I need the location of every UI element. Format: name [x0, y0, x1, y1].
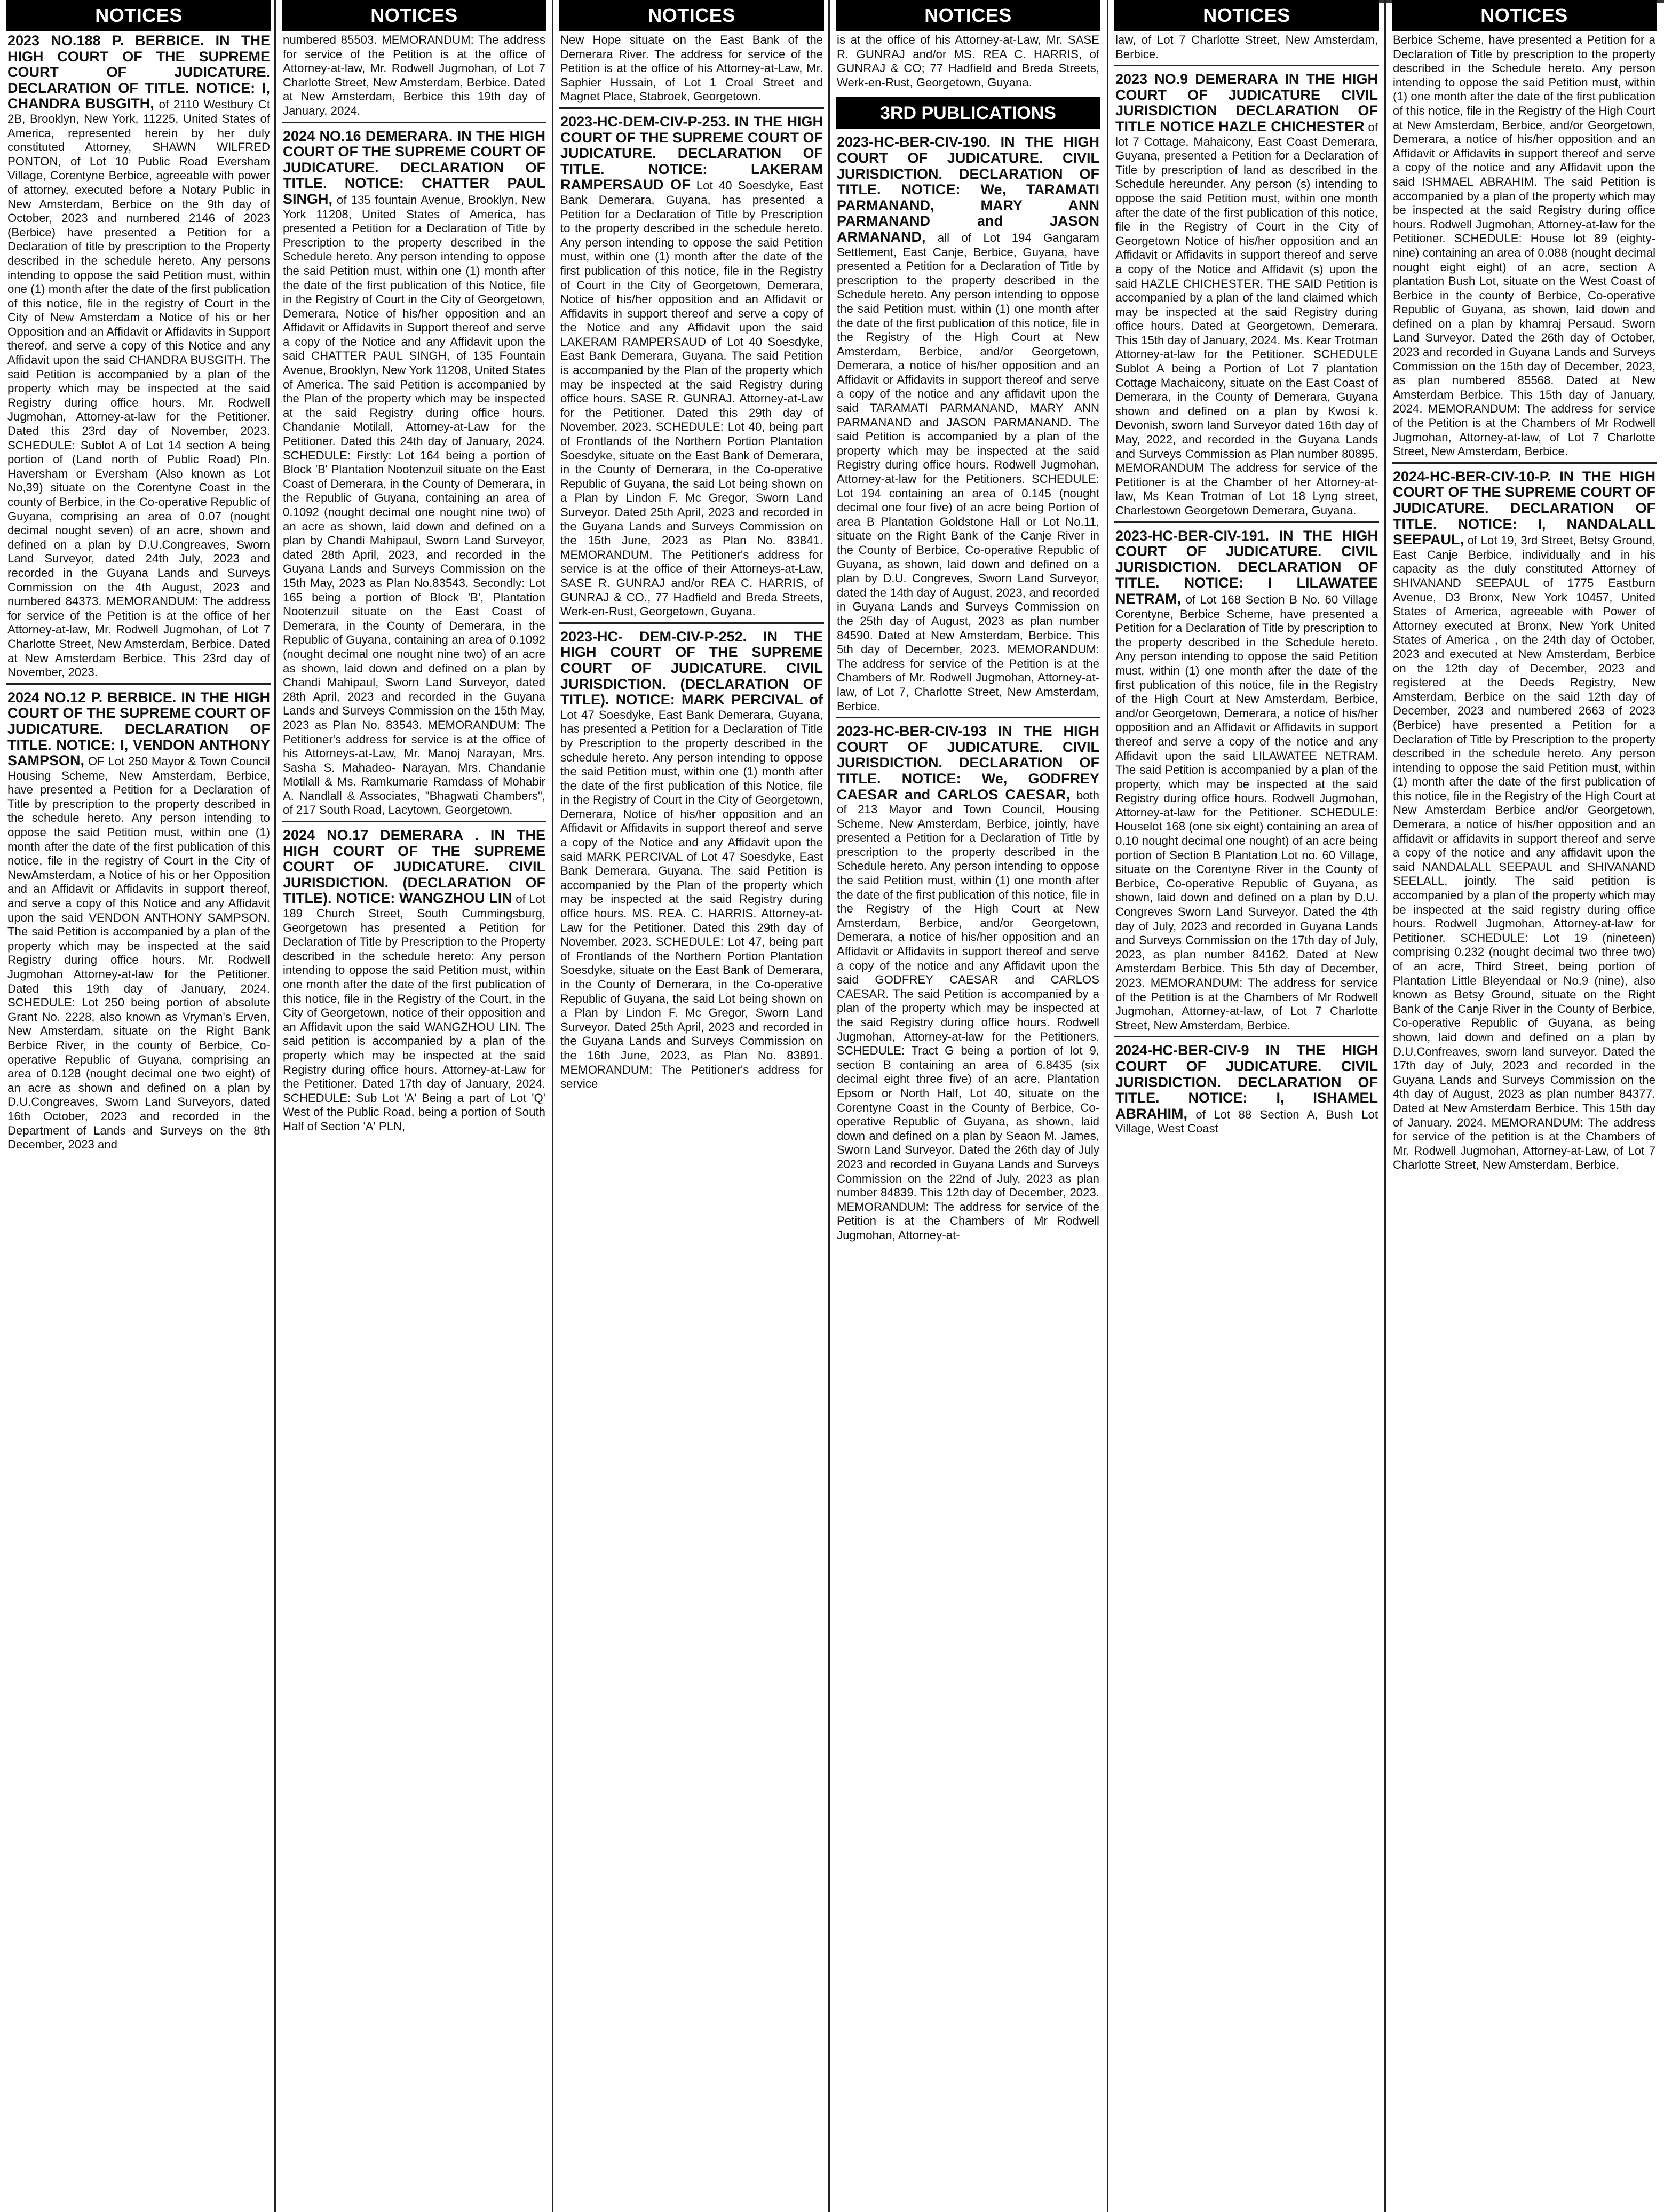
notice-ber-civ-190	[836, 132, 1100, 718]
notice-continued	[559, 31, 824, 109]
notice-title: 2023 NO.9 DEMERARA IN THE HIGH COURT OF JUDICATURE CIVIL JURISDICTION DECLARATION OF TITLE NOTICE HAZLE CHICHESTER	[1115, 71, 1378, 134]
notice-body: numbered 85503. MEMORANDUM: The address for service of the Petition is at the office of Attorney-at-law, Mr. Rodwell Jugmohan, of Lot 7 Charlotte Street, New Amsterdam, Berbice. Dated at New Amsterdam, Berbice this 19th day of January, 2024.	[283, 33, 545, 117]
notice-body: of Lot 19, 3rd Street, Betsy Ground, East Canje Berbice, individually and in his capacity as the duly constituted Attorney of SHIVANAND SEEPAUL of 1775 Eastburn Avenue, D3 Bronx, New York 10457, United States of America, agreeable with Power of Attorney executed at Bronx, New York United States of America , on the 24th day of October, 2023 and executed at New Amsterdam, Berbice on the 12th day of December, 2023 and registered at the Deeds Registry, New Amsterdam, Berbice on the said 12th day of December, 2023 and numbered 2663 of 2023 (Berbice) have presented a Petition for a Declaration of Title by Prescription to the property described in the schedule hereto. Any person intending to oppose the said Petition must, within (1) month after the date of the first publication of this notice, file in the Registry of the High Court at New Amsterdam Berbice and/or Georgetown, Demerara, a notice of his/her opposition and an affidavit or affidavits in support thereof and serve a copy of the notice and any affidavit upon the said NANDALALL SEEPAUL and SHIVANAND SEELALL, jointly. The said petition is accompanied by a plan of the property which may be inspected at the said registry during office hours. Rodwell Jugmohan, Attorney-at-law for Petitioner. SCHEDULE: Lot 19 (nineteen) comprising 0.232 (nought decimal two three two) of an acre, Third Street, being portion of Plantation Little Bleyendaal or No.9 (nine), also known as Betsy Ground, situate on the Right Bank of the Canje River in the County of Berbice, Co-operative Republic of Guyana, as being shown, laid down and defined on a plan by D.U.Confreaves, sworn land surveyor. Dated the 17th day of July, 2023 and recorded in the Guyana Lands and Surveys Commission on the 4th day of August, 2023 as plan number 84377. Dated at New Amsterdam Berbice. This 15th day of January. 2024. MEMORANDUM: The address for service of the petition is at the Chambers of Mr. Rodwell Jugmohan, Attorney-at-Law, of Lot 7 Charlotte Street, New Amsterdam, Berbice.	[1393, 534, 1655, 1172]
notice-continued	[836, 31, 1100, 93]
section-header: NOTICES	[559, 0, 824, 31]
notice-16-demerara	[282, 126, 546, 823]
column-6	[1392, 0, 1657, 2212]
notice-body: of 135 fountain Avenue, Brooklyn, New York 11208, United States of America, has presented a Petition for a Declaration of Title by Prescription to the property described in the Schedule hereto. Any person intending to oppose the said Petition must, within one (1) month after the date of the first publication of this Notice, file in the Registry of Court in the City of Georgetown, Demerara, Notice of his/her opposition and an Affidavit or Affidavits in Support thereof and serve a copy of the Notice and any Affidavit upon the said CHATTER PAUL SINGH, of 135 Fountain Avenue, Brooklyn, New York 11208, United States of America. The said Petition is accompanied by the Plan of the property which may be inspected at the said Registry during office hours. Chandanie Motilall, Attorney-at-Law for the Petitioner. Dated this 24th day of January, 2024. SCHEDULE: Firstly: Lot 164 being a portion of Block 'B' Plantation Nootenzuil situate on the East Coast of Demerara, in the County of Demerara, in the Republic of Guyana, containing an area of 0.1092 (nought decimal one nought nine two) of an acre as shown, laid down and defined on a plan by Chandi Mahipaul, Sworn Land Surveyor, dated 28th April, 2023, and recorded in the Guyana Lands and Surveys Commission on the 15th May, 2023 as Plan No.83543. Secondly: Lot 165 being a portion of Block 'B', Plantation Nootenzuil situate on the East Coast of Demerara, in the County of Demerara, in the Republic of Guyana, containing an area of 0.1092 (nought decimal one nought nine two) of an acre as shown, laid down and defined on a plan by Chandi Mahipaul, Sworn Land Surveyor, dated 28th April, 2023 and recorded in the Guyana Lands and Surveys Commission on the 15th May, 2023 as Plan No. 83543. MEMORANDUM: The Petitioner's address for service is at the office of his Attorneys-at-Law, Mr. Manoj Narayan, Mrs. Sasha S. Mahadeo- Narayan, Mrs. Chandanie Motilall & Ms. Ramkumarie Ramdass of Mohabir A. Nandlall & Associates, "Bhagwati Chambers", of 217 South Road, Lacytown, Georgetown.	[283, 193, 546, 817]
notice-title: 2023 NO.188 P. BERBICE. IN THE HIGH COURT OF THE SUPREME COURT OF JUDICATURE. DECLARATION OF TITLE. NOTICE: I, CHANDRA BUSGITH,	[7, 33, 270, 112]
notice-17-demerara	[282, 826, 546, 1137]
notice-body: Lot 47 Soesdyke, East Bank Demerara, Guyana, has presented a Petition for a Declaration of Title by Prescription to the property described in the schedule hereto. Any person intending to oppose the said Petition must, within one (1) month after the date of the first publication of this Notice, file in the Registry of Court in the City of Georgetown, Demerara, Notice of his/her opposition and an Affidavit or Affidavits in support thereof and serve a copy of the Notice and any Affidavit upon the said MARK PERCIVAL of Lot 47 Soesdyke, East Bank Demerara, Guyana. The said Petition is accompanied by the Plan of the property which may be inspected at the said Registry during office hours. MS. REA. C. HARRIS. Attorney-at-Law for the Petitioner. Dated this 29th day of November, 2023. SCHEDULE: Lot 47, being part of Frontlands of the Northern Portion Plantation Soesdyke, situate on the East Bank of Demerara, in the County of Demerara, in the Co-operative Republic of Guyana, the said Lot being shown on a Plan by Lindon F. Mc Gregor, Sworn Land Surveyor. Dated 25th April, 2023 and recorded in the Guyana Lands and Surveys Commission on the 16th June, 2023, as Plan No. 83891. MEMORANDUM: The Petitioner's address for service	[560, 708, 823, 1091]
notice-body: law, of Lot 7 Charlotte Street, New Amsterdam, Berbice.	[1115, 33, 1378, 61]
column-rule	[274, 0, 276, 2212]
notice-body: OF Lot 250 Mayor & Town Council Housing Scheme, New Amsterdam, Berbice, have presented a Petition for a Declaration of Title by prescription to the property described in the schedule hereto. Any person intending to oppose the said Petition must, within one (1) month after the date of the first publication of this notice, file in the registry of Court in the City of NewAmsterdam, a Notice of his or her Opposition and an Affidavit or Affidavits in support thereof, and serve a copy of this Notice and any Affidavit upon the said VENDON ANTHONY SAMPSON. The said Petition is accompanied by a plan of the property which may be inspected at the said Registry during office hours. Mr. Rodwell Jugmohan Attorney-at-law for the Petitioner. Dated this 19th day of January, 2024. SCHEDULE: Lot 250 being portion of absolute Grant No. 2228, also known as Vryman's Erven, New Amsterdam, situate on the Right Bank Berbice River, in the county of Berbice, Co-operative Republic of Guyana, comprising an area of 0.128 (nought decimal one two eight) of an acre as shown and defined on a plan by D.U.Congreaves, Sworn Land Surveyors, dated 16th October, 2023 and recorded in the Department of Lands and Surveys on the 8th December, 2023 and	[7, 755, 270, 1152]
notice-title: 2024 NO.17 DEMERARA . IN THE HIGH COURT OF THE SUPREME COURT OF JUDICATURE. CIVIL JURISDICTION. (DECLARATION OF TITLE). NOTICE: WANGZHOU LIN	[283, 827, 545, 907]
notice-title: 2023-HC- DEM-CIV-P-252. IN THE HIGH COURT OF THE SUPREME COURT OF JUDICATURE. CIVIL JURISDICTION. (DECLARATION OF TITLE). NOTICE: MARK PERCIVAL of	[560, 628, 823, 708]
notice-body: is at the office of his Attorney-at-Law, Mr. SASE R. GUNRAJ and/or MS. REA C. HARRIS, of GUNRAJ & CO; 77 Hadfield and Breda Streets, Werk-en-Rust, Georgetown, Guyana.	[837, 33, 1099, 89]
notice-body: both of 213 Mayor and Town Council, Housing Scheme, New Amsterdam, Berbice, jointly, have presented a Petition for a Declaration of Title by prescription to the property described in the Schedule hereto. Any person intending to oppose the said Petition must, within (1) one month after the date of the first publication of this notice, file in the Registry of the High Court at New Amsterdam, Berbice, and/or Georgetown, Demerara, a notice of his/her opposition and an Affidavit or Affidavits in support thereof and serve a copy of the notice and any Affidavit upon the said GODFREY CAESAR and CARLOS CAESAR. The said Petition is accompanied by a plan of the property which may be inspected at the said Registry during office hours. Rodwell Jugmohan, Attorney-at-law for the Petitioners. SCHEDULE: Tract G being a portion of lot 9, section B containing an area of 6.8435 (six decimal eight three five) of an acre, Plantation Epsom or North Half, Lot 40, situate on the Corentyne Coast in the County of Berbice, Co-operative Republic of Guyana, as shown, laid down and defined on a plan by Seaon M. James, Sworn Land Surveyor. Dated the 26th day of July 2023 and recorded in Guyana Lands and Surveys Commission on the 22nd of July, 2023 as plan number 84839. This 12th day of December, 2023. MEMORANDUM: The address for service of the Petition is at the Chambers of Mr Rodwell Jugmohan, Attorney-at-	[837, 788, 1100, 1242]
section-header: NOTICES	[836, 0, 1100, 31]
column-2	[282, 0, 546, 2212]
notice-body: Berbice Scheme, have presented a Petition for a Declaration of Title by prescription to the property described in the Schedule hereto. Any person intending to oppose the said Petition must, within (1) one month after the date of the first publication of this notice, file in the Registry of the High Court at New Amsterdam, Berbice, and/or Georgetown, Demerara, a notice of his/her opposition and an Affidavit or Affidavits in support thereof and serve a copy of the notice and any Affidavit upon the said ISHMAEL ABRAHIM. The said Petition is accompanied by a plan of the property which may be inspected at the said Registry during office hours. Rodwell Jugmohan, Attorney-at-law for the Petitioner. SCHEDULE: House lot 89 (eighty-nine) containing an area of 0.088 (nought decimal nought eight eight) of an acre, section A plantation Bush Lot, situate on the West Coast of Berbice in the county of Berbice, Co-operative Republic of Guyana, as shown, laid down and defined on a plan by khamraj Persaud. Sworn Land Surveyor. Dated the 26th day of October, 2023 and recorded in Guyana Lands and Surveys Commission on the 15th day of December, 2023, as plan numbered 85568. Dated at New Amsterdam Berbice. This 15th day of January, 2024. MEMORANDUM: The address for service of the Petition is at the Chambers of Mr Rodwell Jugmohan, Attorney-at-law, of Lot 7 Charlotte Street, New Amsterdam, Berbice.	[1393, 33, 1655, 458]
notice-title: 2024-HC-BER-CIV-9 IN THE HIGH COURT OF JUDICATURE. CIVIL JURISDICTION. DECLARATION OF TITLE. NOTICE: I, ISHAMEL ABRAHIM,	[1115, 1042, 1378, 1122]
notice-body: of lot 7 Cottage, Mahaicony, East Coast Demerara, Guyana, presented a Petition for a Declaration of Title by prescription of land as described in the Schedule hereunder. Any person (s) intending to oppose the said Petition must, within one month after the date of the first publication of this notice, file in the Registry of Court in the City of Georgetown Notice of his/her opposition and an Affidavit or Affidavits in support thereof and serve a copy of the Notice and Affidavit (s) upon the said HAZLE CHICHESTER. THE SAID Petition is accompanied by a plan of the land claimed which may be inspected at the said Registry during office hours. Dated at Georgetown, Demerara. This 15th day of January, 2024. Ms. Kear Trotman Attorney-at-law for the Petitioner. SCHEDULE Sublot A being a Portion of Lot 7 plantation Cottage Machaicony, situate on the East Coast of Demerara, in the County of Demerara, Guyana shown and defined on a plan by Kwosi k. Devonish, sworn land Surveyor dated 16th day of May, 2022, and recorded in the Guyana Lands and Surveys Commission as Plan number 80895. MEMORANDUM The address for service of the Petitioner is at the Chamber of her Attorney-at-law, Ms Kean Trotman of Lot 18 Lyng street, Charlestown Georgetown Demerara, Guyana.	[1115, 120, 1378, 517]
column-3	[559, 0, 824, 2212]
notice-body: New Hope situate on the East Bank of the Demerara River. The address for service of the Petition is at the office of his Attorney-at-Law, Mr. Saphier Hussain, of Lot 1 Croal Street and Magnet Place, Stabroek, Georgetown.	[560, 33, 823, 104]
notice-title: 2023-HC-DEM-CIV-P-253. IN THE HIGH COURT OF THE SUPREME COURT OF JUDICATURE. DECLARATION OF TITLE. NOTICE: LAKERAM RAMPERSAUD OF	[560, 113, 823, 193]
notice-title: 2024-HC-BER-CIV-10-P. IN THE HIGH COURT OF THE SUPREME COURT OF JUDICATURE. DECLARATION OF TITLE. NOTICE: I, NANDALALL SEEPAUL,	[1393, 468, 1655, 548]
notice-9-demerara	[1114, 69, 1379, 522]
notice-ber-civ-9	[1114, 1041, 1379, 1139]
notice-title: 2023-HC-BER-CIV-193 IN THE HIGH COURT OF JUDICATURE. CIVIL JURISDICTION. DECLARATION OF TITLE. NOTICE: We, GODFREY CAESAR and CARLOS CAESAR,	[837, 723, 1099, 803]
notice-continued	[1114, 31, 1379, 66]
column-rule	[1384, 0, 1386, 2212]
notice-title: 2024 NO.16 DEMERARA. IN THE HIGH COURT OF THE SUPREME COURT OF JUDICATURE. DECLARATION OF TITLE. NOTICE: CHATTER PAUL SINGH,	[283, 128, 545, 207]
notice-body: Lot 40 Soesdyke, East Bank Demerara, Guyana, has presented a Petition for a Declaration of Title by Prescription to the property described in the schedule hereto. Any person intending to oppose the said Petition must, within one (1) month after the date of the first publication of this notice, file in the Registry of Court in the City of Georgetown, Demerara, Notice of his/her opposition and an Affidavit or Affidavits in support thereof and serve a copy of the Notice and any Affidavit upon the said LAKERAM RAMPERSAUD of Lot 40 Soesdyke, East Bank Demerara, Guyana. The said Petition is accompanied by the Plan of the property which may be inspected at the said Registry during office hours. SASE R. GUNRAJ. Attorney-at-Law for the Petitioner. Dated this 29th day of November, 2023. SCHEDULE: Lot 40, being part of Frontlands of the Northern Portion Plantation Soesdyke, situate on the East Bank of Demerara, in the County of Demerara, in the Co-operative Republic of Guyana, the said Lot being shown on a Plan by Lindon F. Mc Gregor, Sworn Land Surveyor. Dated 25th April, 2023 and recorded in the Guyana Lands and Surveys Commission on the 15th June, 2023 as Plan No. 83841. MEMORANDUM. The Petitioner's address for service is at the office of their Attorneys-at-Law, SASE R. GUNRAJ and/or REA C. HARRIS, of GUNRAJ & CO., 77 Hadfield and Breda Streets, Werk-en-Rust, Georgetown, Guyana.	[560, 179, 823, 619]
notice-continued	[1392, 31, 1657, 464]
section-header: NOTICES	[1392, 0, 1657, 31]
notice-188-berbice	[6, 31, 271, 685]
column-rule	[828, 0, 830, 2212]
section-header: NOTICES	[1114, 0, 1379, 31]
notice-continued	[282, 31, 546, 123]
notice-body: of Lot 168 Section B No. 60 Village Corentyne, Berbice Scheme, have presented a Petition for a Declaration of Title by prescription to the property described in the Schedule hereto. Any person intending to oppose the said Petition must, within (1) one month after the date of the first publication of this notice, file in the Registry of the High Court at New Amsterdam, Berbice, and/or Georgetown, Demerara, a notice of his/her opposition and an Affidavit or Affidavits in support thereof and serve a copy of the notice and any Affidavit upon the said LILAWATEE NETRAM. The said Petition is accompanied by a plan of the property, which may be inspected at the said Registry during office hours. Rodwell Jugmohan, Attorney-at-law for the Petitioner. SCHEDULE: Houselot 168 (one six eight) containing an area of 0.10 nought decimal one nought) of an acre being portion of Section B Plantation Lot no. 60 Village, situate on the Corentyne River in the County of Berbice, Co-operative Republic of Guyana, as shown, laid down and defined on a plan by D.U. Congreves Sworn Land Surveyor. Dated the 4th day of July, 2023 and recorded in Guyana Lands and Surveys Commission on the 17th day of July, 2023, as plan number 84162. Dated at New Amsterdam Berbice. This 5th day of December, 2023. MEMORANDUM: The address for service of the Petition is at the Chambers of Mr Rodwell Jugmohan, Attorney-at-law, of Lot 7 Charlotte Street, New Amsterdam, Berbice.	[1115, 592, 1378, 1032]
section-header: NOTICES	[6, 0, 271, 31]
notice-dem-civ-p-253	[559, 112, 824, 624]
notice-ber-civ-193	[836, 722, 1100, 1246]
column-5	[1114, 0, 1379, 2212]
notice-body: of 2110 Westbury Ct 2B, Brooklyn, New York, 11225, United States of America, represented herein by her duly constituted Attorney, SHAWN WILFRED PONTON, of Lot 10 Public Road Eversham Village, Corentyne Berbice, agreeable with power of attorney, executed before a Notary Public in New Amsterdam, Berbice on the 9th day of October, 2023 and numbered 2146 of 2023 (Berbice) have presented a Petition for a Declaration of title by prescription to the Property described in the schedule hereto. Any persons intending to oppose the said Petition must, within one (1) month after the date of the first publication of this notice, file in the registry of Court in the City of New Amsterdam a Notice of his or her Opposition and an Affidavit or Affidavits in Support thereof, and serve a copy of this Notice and any Affidavit upon the said CHANDRA BUSGITH. The said Petition is accompanied by a plan of the property which may be inspected at the said Registry during office hours. Mr. Rodwell Jugmohan, Attorney-at-law for the Petitioner. Dated this 23rd day of November, 2023. SCHEDULE: Sublot A of Lot 14 section A being portion of (Land north of Public Road) Pln. Haversham or Eversham (Also known as Lot No,39) situate on the Corentyne Coast in the county of Berbice, in the Co-operative Republic of Guyana, comprising an area of 0.07 (nought decimal nought seven) of an acre, shown and defined on a plan by D.U.Congreaves, Sworn Land Surveyor, dated 24th July, 2023 and recorded in the Guyana Lands and Surveys Commission on the 4th August, 2023 and numbered 84373. MEMORANDUM: The address for service of the Petition is at the office of her Attorney-at-law, Mr. Rodwell Jugmohan, of Lot 7 Charlotte Street, New Amsterdam, Berbice. Dated at New Amsterdam Berbice. This 23rd day of November, 2023.	[7, 98, 270, 679]
column-rule	[552, 0, 553, 2212]
notice-body: of Lot 189 Church Street, South Cummingsburg, Georgetown has presented a Petition for Declaration of Title by Prescription to the Property described in the schedule hereto: Any person intending to oppose the said Petition must, within one month after the date of the first publication of this notice, file in the Registry of the Court, in the City of Georgetown, notice of their opposition and an Affidavit upon the said WANGZHOU LIN. The said petition is accompanied by a plan of the property which may be inspected at the said Registry during office hours. Attorney-at-Law for the Petitioner. Dated 17th day of January, 2024. SCHEDULE: Sub Lot 'A' Being a part of Lot 'Q' West of the Public Road, being a portion of South Half of Section 'A' PLN,	[283, 892, 545, 1133]
notice-ber-civ-10-p	[1392, 467, 1657, 1176]
notice-title: 2024 NO.12 P. BERBICE. IN THE HIGH COURT OF THE SUPREME COURT OF JUDICATURE. DECLARATION OF TITLE. NOTICE: I, VENDON ANTHONY SAMPSON,	[7, 689, 270, 769]
third-publications-header: 3RD PUBLICATIONS	[836, 97, 1100, 129]
notice-body: of Lot 88 Section A, Bush Lot Village, West Coast	[1115, 1107, 1378, 1136]
column-1	[6, 0, 271, 2212]
notice-12-berbice	[6, 688, 271, 1155]
notice-title: 2023-HC-BER-CIV-191. IN THE HIGH COURT OF JUDICATURE. CIVIL JURISDICTION. DECLARATION OF TITLE. NOTICE: I LILAWATEE NETRAM,	[1115, 527, 1378, 607]
notice-title: 2023-HC-BER-CIV-190. IN THE HIGH COURT OF JUDICATURE. CIVIL JURISDICTION. DECLARATION OF TITLE. NOTICE: We, TARAMATI PARMANAND, MARY ANN PARMANAND and JASON ARMANAND,	[837, 134, 1099, 245]
section-header: NOTICES	[282, 0, 546, 31]
notice-dem-civ-p-252	[559, 627, 824, 1095]
notice-body: all of Lot 194 Gangaram Settlement, East Canje, Berbice, Guyana, have presented a Petition for a Declaration of Title by prescription to the property described in the Schedule hereto. Any person intending to oppose the said Petition must, within (1) one month after the date of the first publication of this notice, file in the Registry of the High Court at New Amsterdam, Berbice, and/or Georgetown, Demerara, a notice of his/her opposition and an Affidavit or Affidavits in support thereof and serve a copy of the notice and any affidavit upon the said TARAMATI PARMANAND, MARY ANN PARMANAND and JASON PARMANAND. The said Petition is accompanied by a plan of the property which may be inspected at the said Registry during office hours. Rodwell Jugmohan, Attorney-at-law for the Petitioners. SCHEDULE: Lot 194 containing an area of 0.145 (nought decimal one four five) of an acre being Portion of area B Plantation Goldstone Hall or Lot No.11, situate on the Right Bank of the Canje River in the County of Berbice, Co-operative Republic of Guyana, as shown, laid down and defined on a plan by D.U. Congreves, Sworn Land Surveyor, dated the 14th day of August, 2023, and recorded in Guyana Lands and Surveys Commission on the 25th day of August, 2023 as plan number 84590. Dated at New Amsterdam, Berbice. This 5th day of December, 2023. MEMORANDUM: The address for service of the Petition is at the Chambers of Mr. Rodwell Jugmohan, Attorney-at-law, of Lot 7, Charlotte Street, New Amsterdam, Berbice.	[837, 231, 1099, 713]
notice-ber-civ-191	[1114, 526, 1379, 1038]
column-rule	[1107, 0, 1108, 2212]
column-4	[836, 0, 1100, 2212]
